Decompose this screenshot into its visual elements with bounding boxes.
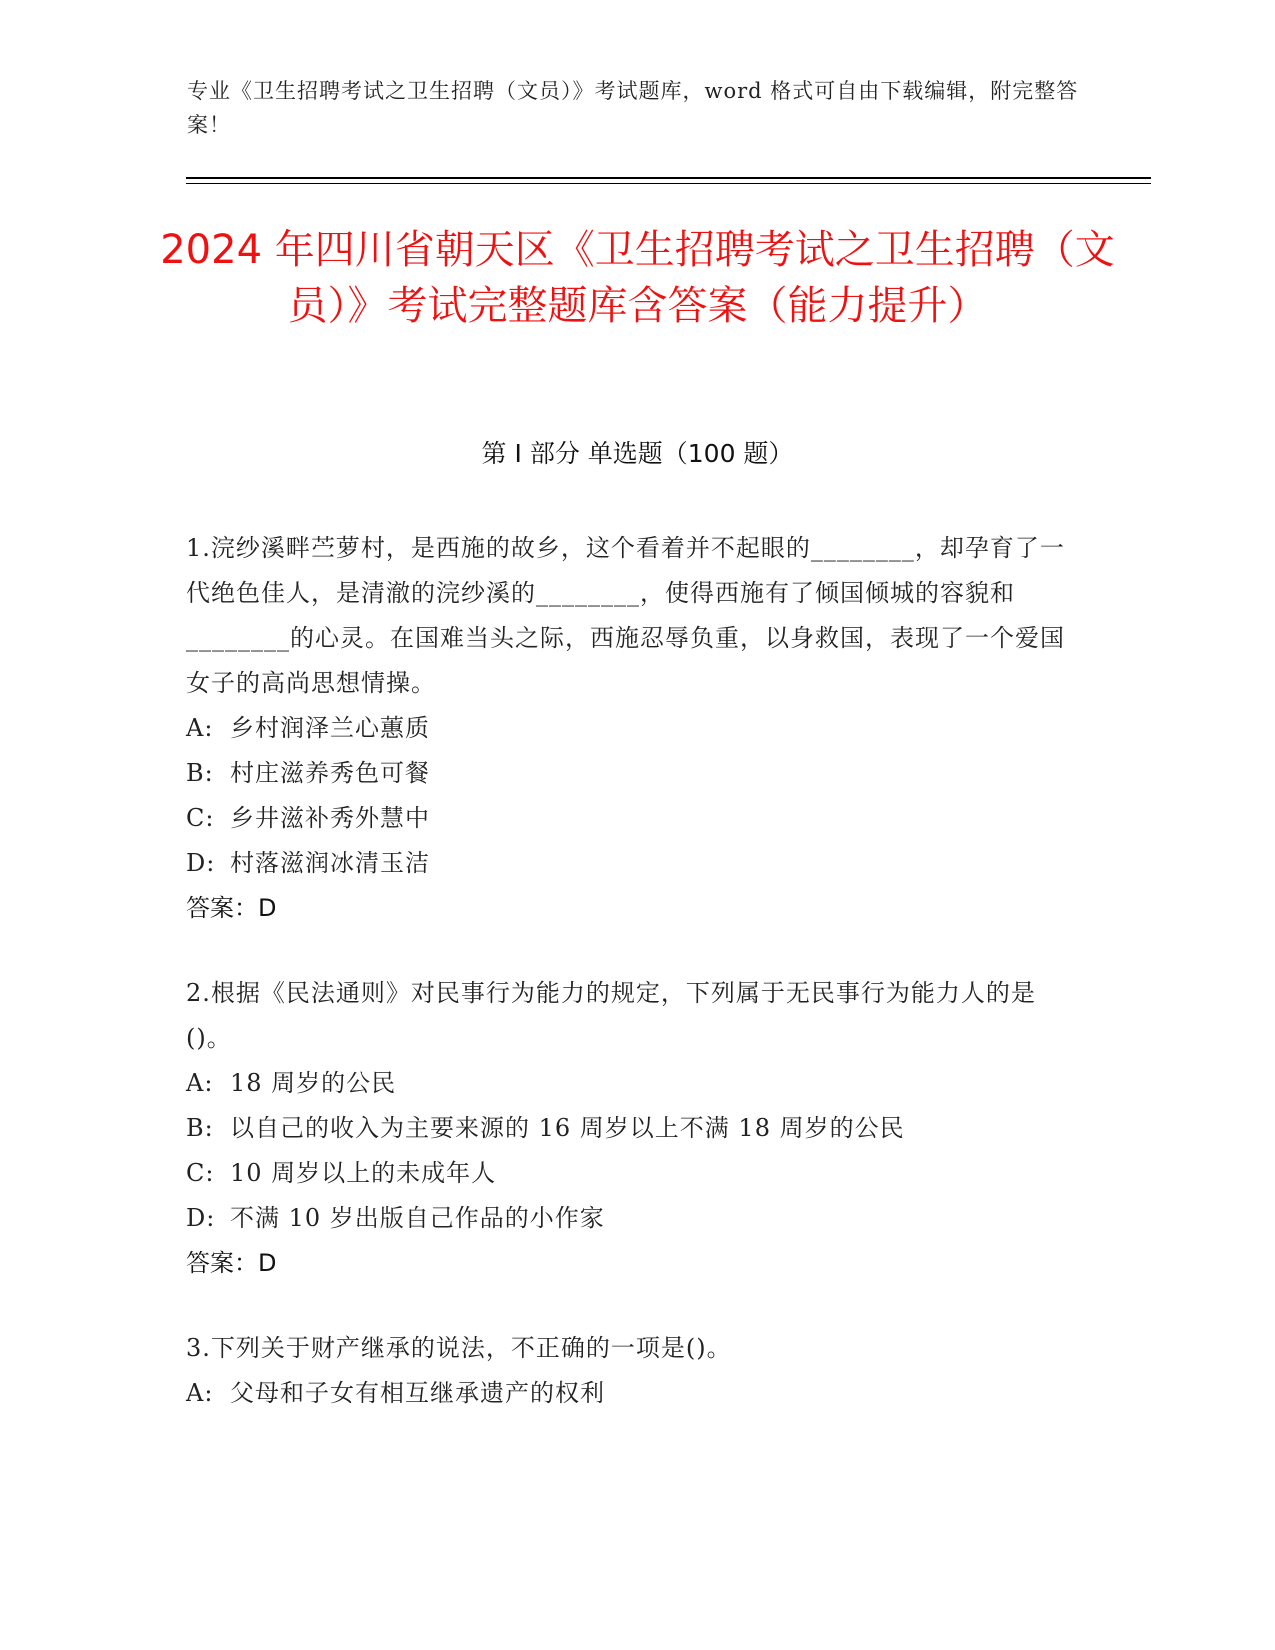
option-key: B: [186, 1114, 214, 1142]
question-stem: 2.根据《民法通则》对民事行为能力的规定，下列属于无民事行为能力人的是()。 [186, 979, 1036, 1052]
option-a [186, 706, 1066, 751]
option-text: 18 周岁的公民 [230, 1069, 397, 1097]
question-3 [186, 1326, 1066, 1416]
option-text: 村落滋润冰清玉洁 [230, 849, 430, 877]
header-rule-thick [186, 177, 1151, 179]
option-key: D: [186, 849, 216, 877]
option-text: 村庄滋养秀色可餐 [230, 759, 430, 787]
header-rule-thin [186, 183, 1151, 184]
option-b [186, 1106, 1066, 1151]
option-d [186, 1196, 1066, 1241]
option-d [186, 841, 1066, 886]
option-key: D: [186, 1204, 216, 1232]
option-key: B: [186, 759, 214, 787]
option-key: A: [186, 1379, 214, 1407]
option-a [186, 1371, 1066, 1416]
option-text: 乡井滋补秀外慧中 [230, 804, 430, 832]
option-text: 乡村润泽兰心蕙质 [230, 714, 430, 742]
header-note: 专业《卫生招聘考试之卫生招聘（文员）》考试题库，word 格式可自由下载编辑，附完整答案！ [187, 79, 1079, 137]
option-text: 不满 10 岁出版自己作品的小作家 [230, 1204, 605, 1232]
question-list [186, 526, 1066, 1456]
question-1 [186, 526, 1066, 931]
option-text: 父母和子女有相互继承遗产的权利 [230, 1379, 605, 1407]
option-text: 10 周岁以上的未成年人 [230, 1159, 497, 1187]
option-key: A: [186, 1069, 214, 1097]
answer-line: 答案：D [186, 1249, 277, 1277]
option-text: 以自己的收入为主要来源的 16 周岁以上不满 18 周岁的公民 [230, 1114, 905, 1142]
document-title: 2024 年四川省朝天区《卫生招聘考试之卫生招聘（文员）》考试完整题库含答案（能力提升） [160, 227, 1115, 329]
option-key: C: [186, 1159, 215, 1187]
question-stem: 1.浣纱溪畔苎萝村，是西施的故乡，这个看着并不起眼的________，却孕育了一代绝色佳人，是清澈的浣纱溪的________，使得西施有了倾国倾城的容貌和________的心灵。在国难当头之际，西施忍辱负重，以身救国，表现了一个爱国女子的高尚思想情操。 [186, 534, 1065, 697]
answer-line: 答案：D [186, 894, 277, 922]
option-b [186, 751, 1066, 796]
option-key: A: [186, 714, 214, 742]
section-heading: 第 I 部分 单选题（100 题） [481, 439, 794, 468]
option-c [186, 1151, 1066, 1196]
option-a [186, 1061, 1066, 1106]
question-stem: 3.下列关于财产继承的说法，不正确的一项是()。 [186, 1334, 732, 1362]
option-key: C: [186, 804, 215, 832]
option-c [186, 796, 1066, 841]
question-2 [186, 971, 1066, 1286]
